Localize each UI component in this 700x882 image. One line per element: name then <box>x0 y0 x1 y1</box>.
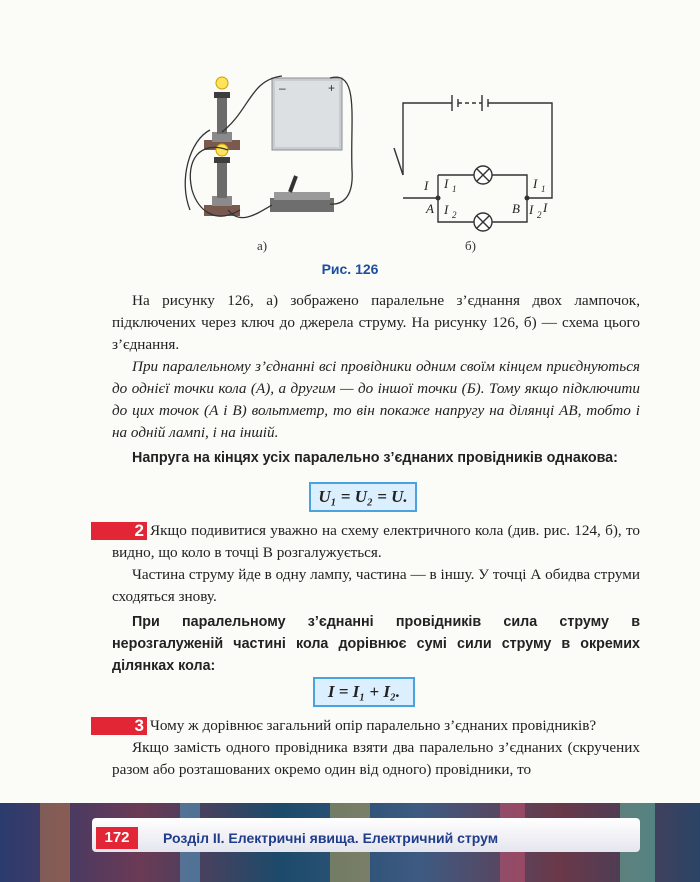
section-number-2: 2 <box>91 522 147 540</box>
page-number: 172 <box>96 827 138 849</box>
figure-126 <box>0 0 700 285</box>
label-I2-right-sub: 2 <box>537 210 542 220</box>
label-A: A <box>426 201 434 216</box>
caption-a: а) <box>257 238 268 253</box>
label-I1-right-sub: 1 <box>541 184 546 194</box>
chapter-title: Розділ ІІ. Електричні явища. Електричний струм <box>163 830 499 846</box>
label-I1-right: I <box>533 176 538 191</box>
text-block-3 <box>112 715 640 781</box>
label-I-right: I <box>543 200 548 215</box>
node-b <box>525 196 530 201</box>
text-block-2 <box>112 520 640 677</box>
switch-key <box>270 176 334 212</box>
svg-text:+: + <box>328 81 336 95</box>
paragraph-italic: При паралельному з’єднанні всі провідники одним своїм кінцем приєднуються до однієї точки кола (А), а другим — до іншої точки (Б). Тому якщо підключити до цих точок (А і В) вольтметр, то він покаже напругу на ділянці АВ, тобто і на одній лампі, і на іншій. <box>112 358 640 441</box>
paragraph: Частина струму йде в одну лампу, частина — в іншу. У точці А обидва струми сходяться знову. <box>112 566 640 605</box>
label-I2-right: I <box>529 202 534 217</box>
label-I2-left: I <box>444 202 449 217</box>
paragraph: На рисунку 126, а) зображено паралельне з’єднання двох лампочок, підключених через ключ до джерела струму. На рисунку 126, б) — схема цього з’єднання. <box>112 292 640 353</box>
svg-text:–: – <box>279 81 286 95</box>
section-number-3: 3 <box>91 717 147 735</box>
node-a <box>436 196 441 201</box>
label-I1-left-sub: 1 <box>452 184 457 194</box>
label-I1-left: I <box>444 176 449 191</box>
rule-current: При паралельному з’єднанні провідників сила струму в нерозгалуженій частині кола дорівнює сумі сили струму в окремих ділянках кола: <box>112 614 640 674</box>
lamp-stand-top <box>204 77 240 150</box>
rule-voltage: Напруга на кінцях усіх паралельно з’єднаних провідників однакова: <box>132 450 618 466</box>
circuit-illustrations <box>0 0 700 285</box>
caption-b: б) <box>465 238 476 253</box>
formula-current: I = I₁ + I₂. <box>313 677 415 707</box>
paragraph: Чому ж дорівнює загальний опір паралельно з’єднаних провідників? <box>150 717 597 734</box>
label-I2-left-sub: 2 <box>452 210 457 220</box>
lamp-stand-bottom <box>204 144 240 216</box>
figure-title: Рис. 126 <box>321 261 379 277</box>
label-I-left: I <box>424 178 429 193</box>
text-block-1 <box>112 290 640 469</box>
paragraph: Якщо замість одного провідника взяти два паралельно з’єднаних (скручених разом або розташованих окремо один від одного) провідники, то <box>112 739 640 778</box>
formula-voltage: U₁ = U₂ = U. <box>309 482 417 512</box>
label-B: B <box>512 201 520 216</box>
battery <box>272 78 342 150</box>
paragraph: Якщо подивитися уважно на схему електричного кола (див. рис. 124, б), то видно, що коло в точці В розгалужується. <box>112 522 640 561</box>
